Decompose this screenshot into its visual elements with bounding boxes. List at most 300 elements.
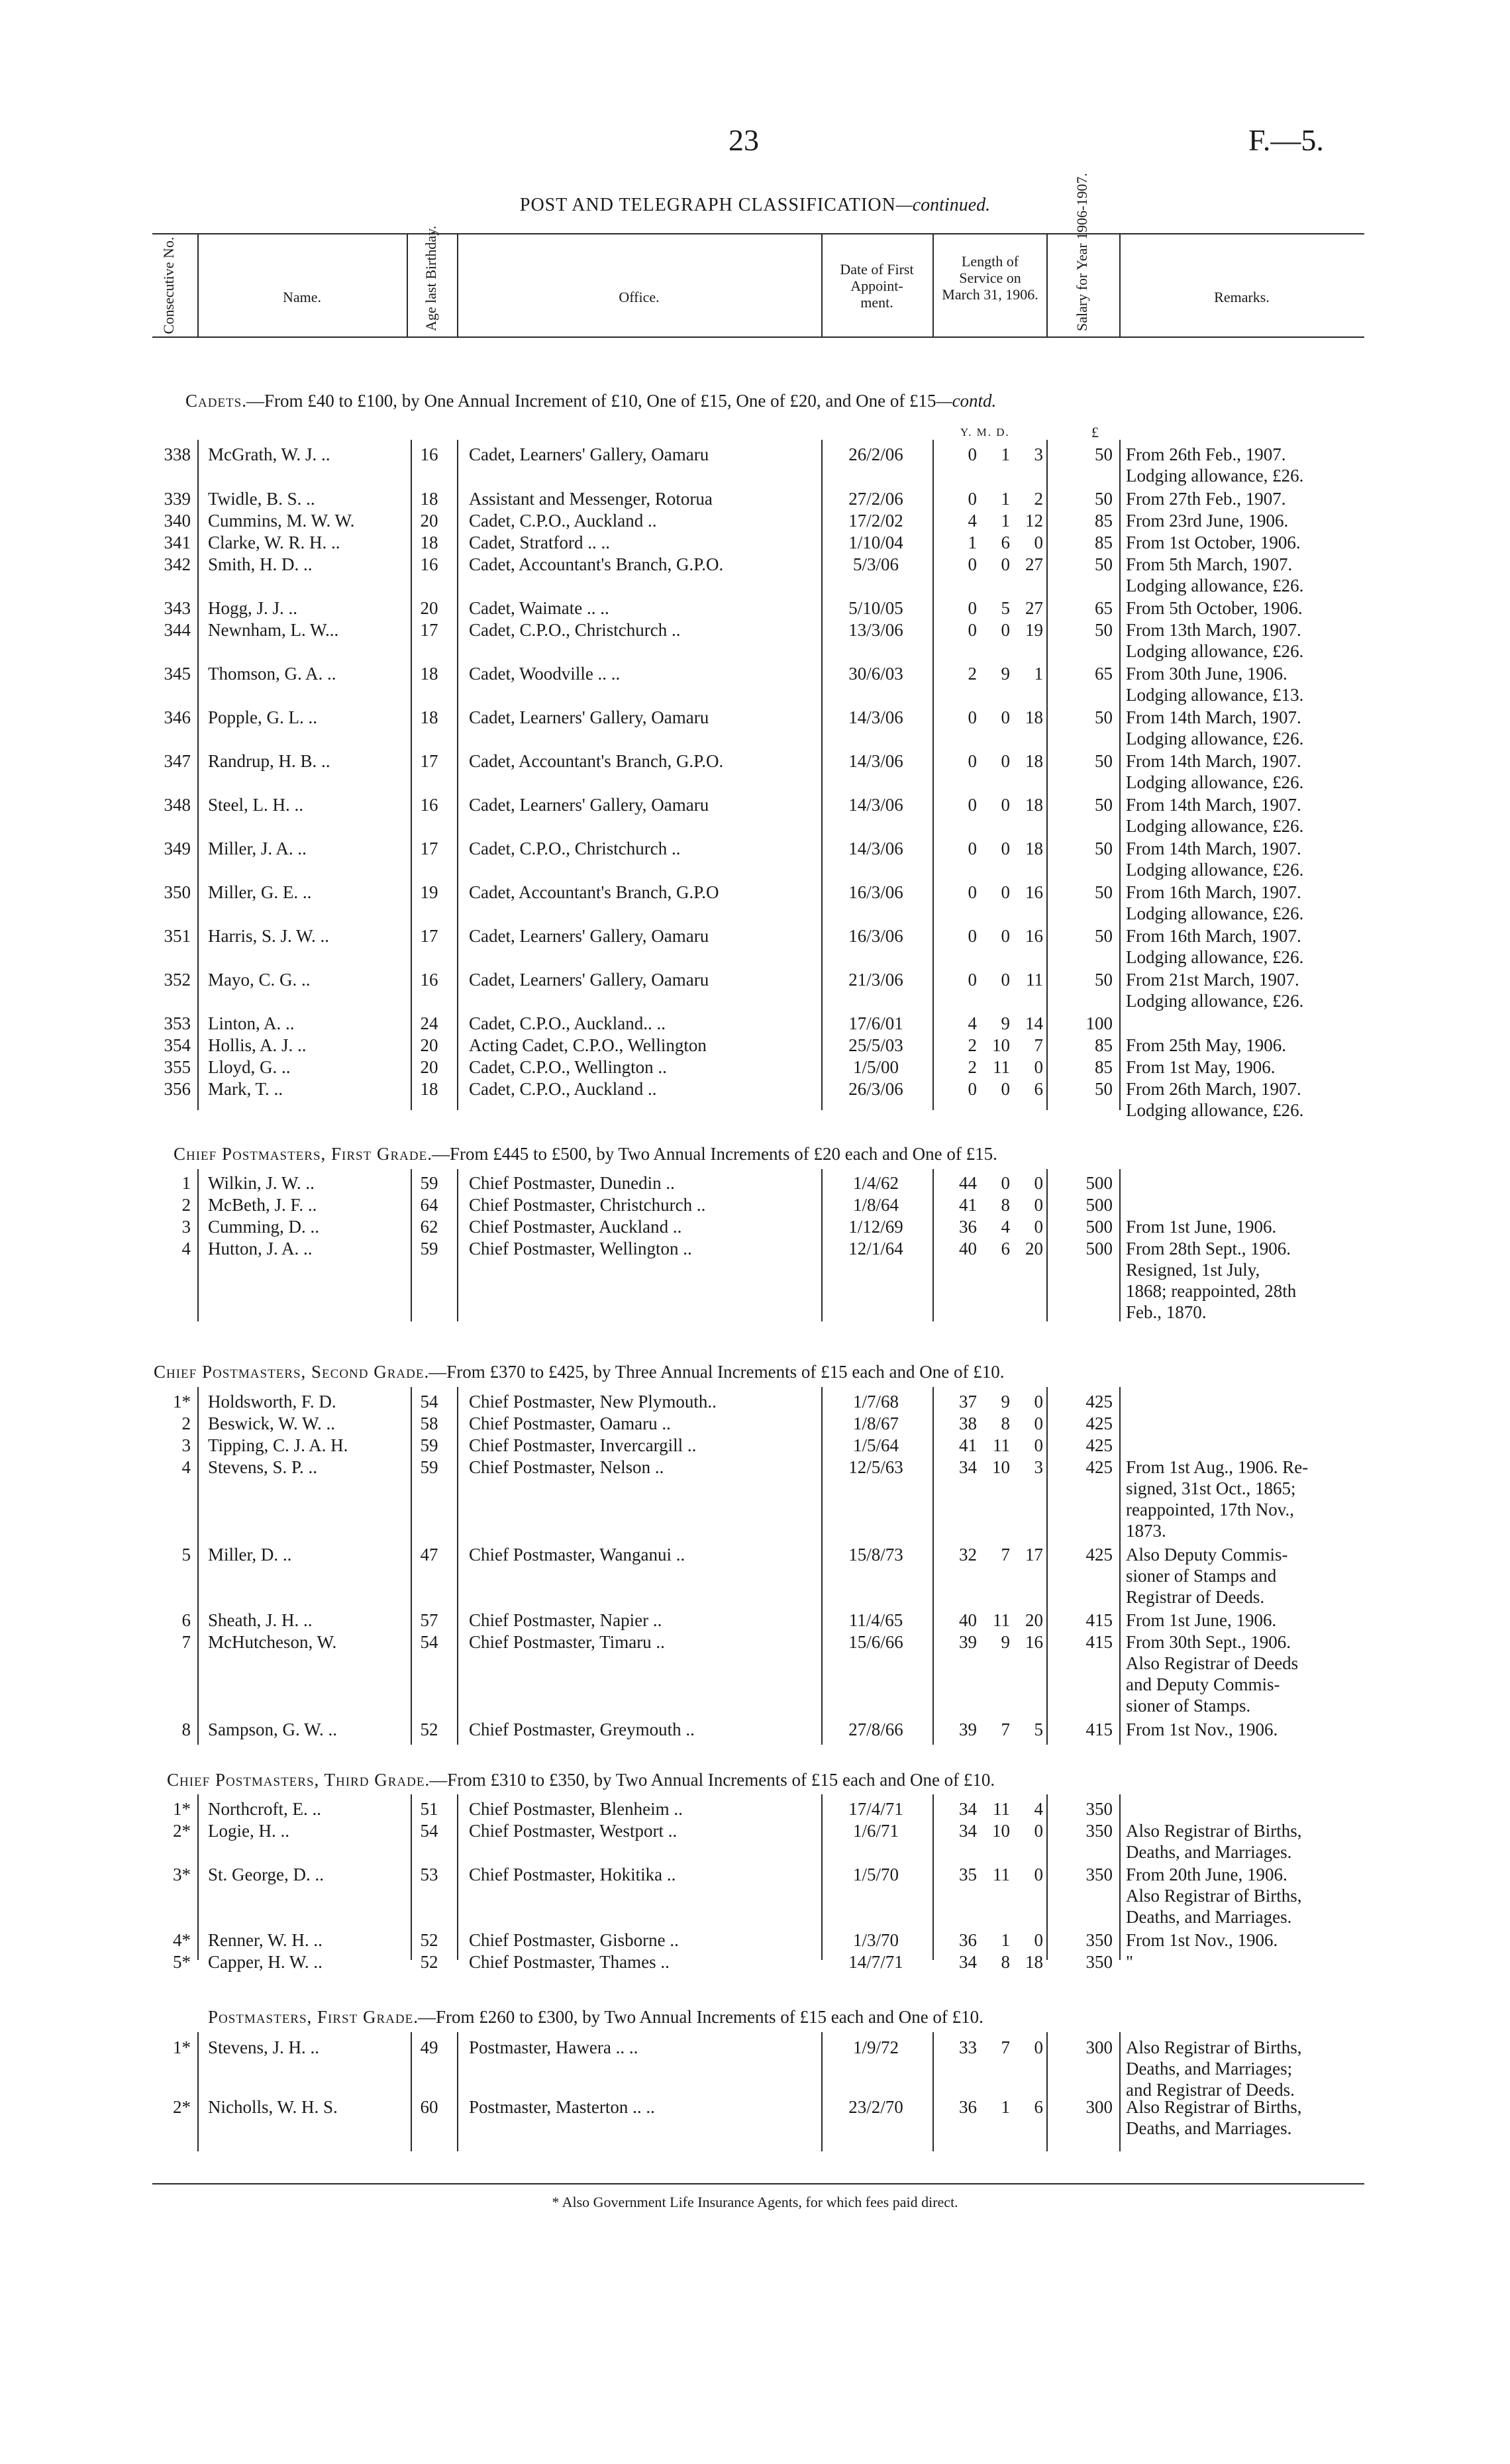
service-years-cell: 1 [968,533,977,552]
service-days-cell: 0 [1034,1413,1043,1433]
consecutive-no-cell: 347 [164,751,191,771]
age-cell: 47 [420,1545,438,1565]
appointment-date-cell: 1/5/00 [852,1057,899,1077]
officer-name-cell: Popple, G. L. .. [208,707,317,727]
consecutive-no-cell: 340 [164,511,191,531]
consecutive-no-cell: 350 [164,882,191,902]
service-years-cell: 0 [968,707,977,727]
remarks-cell: From 14th March, 1907. Lodging allowance, £26. [1126,707,1304,748]
appointment-date-cell: 12/5/63 [848,1457,903,1477]
consecutive-no-cell: 345 [164,664,191,684]
remarks-cell: From 23rd June, 1906. [1126,511,1289,531]
header-divider [1046,233,1048,336]
service-months-cell: 9 [1001,664,1010,684]
officer-name-cell: McGrath, W. J. .. [208,444,330,464]
service-months-cell: 0 [1001,554,1010,574]
consecutive-no-cell: 1 [181,1173,191,1193]
service-days-cell: 0 [1034,2037,1043,2057]
age-cell: 64 [420,1195,438,1215]
age-cell: 20 [420,1057,438,1077]
consecutive-no-cell: 341 [164,533,191,552]
service-months-cell: 7 [1001,1545,1010,1565]
salary-cell: 85 [1095,511,1113,531]
document-code: F.—5. [1248,123,1324,157]
service-months-cell: 1 [1001,489,1010,509]
consecutive-no-cell: 338 [164,444,191,464]
officer-name-cell: Clarke, W. R. H. .. [208,533,340,552]
age-cell: 59 [420,1457,438,1477]
office-cell: Cadet, Waimate .. .. [469,598,609,618]
salary-cell: 85 [1095,533,1113,552]
officer-name-cell: Miller, J. A. .. [208,839,307,858]
salary-cell: 415 [1085,1632,1113,1652]
remarks-cell: From 5th March, 1907. Lodging allowance, £26. [1126,554,1304,595]
appointment-date-cell: 26/2/06 [848,444,903,464]
appointment-date-cell: 11/4/65 [848,1610,903,1630]
officer-name-cell: Holdsworth, F. D. [208,1392,336,1412]
service-months-cell: 10 [992,1457,1010,1477]
age-cell: 19 [420,882,438,902]
office-cell: Chief Postmaster, Christchurch .. [469,1195,706,1215]
office-cell: Cadet, Accountant's Branch, G.P.O. [469,751,724,771]
age-cell: 16 [420,554,438,574]
service-months-cell: 1 [1001,2097,1010,2117]
officer-name-cell: Miller, D. .. [208,1545,292,1565]
age-cell: 59 [420,1173,438,1193]
appointment-date-cell: 16/3/06 [848,926,903,946]
service-months-cell: 10 [992,1035,1010,1055]
consecutive-no-cell: 4 [181,1239,191,1258]
service-years-cell: 44 [959,1173,977,1193]
service-days-cell: 18 [1025,795,1043,815]
salary-cell: 50 [1095,707,1113,727]
header-bottom-rule [152,336,1364,338]
consecutive-no-cell: 3 [181,1217,191,1237]
service-months-cell: 8 [1001,1413,1010,1433]
office-cell: Acting Cadet, C.P.O., Wellington [469,1035,707,1055]
remarks-cell: From 1st June, 1906. [1126,1610,1277,1630]
service-years-cell: 35 [959,1865,977,1884]
page-title [0,195,1510,216]
salary-cell: 500 [1085,1239,1113,1258]
officer-name-cell: Cummins, M. W. W. [208,511,355,531]
service-days-cell: 0 [1034,1217,1043,1237]
officer-name-cell: Hutton, J. A. .. [208,1239,313,1258]
officer-name-cell: Sheath, J. H. .. [208,1610,313,1630]
remarks-cell: From 1st October, 1906. [1126,533,1301,552]
service-days-cell: 17 [1025,1545,1043,1565]
service-months-cell: 11 [993,1610,1010,1630]
remarks-cell: From 1st Aug., 1906. Re- signed, 31st Oct., 1865; reappointed, 17th Nov., 1873. [1126,1457,1309,1541]
appointment-date-cell: 16/3/06 [848,882,903,902]
appointment-date-cell: 14/3/06 [848,839,903,858]
service-years-cell: 2 [968,1035,977,1055]
service-days-cell: 3 [1034,1457,1043,1477]
service-days-cell: 0 [1034,1865,1043,1884]
service-days-cell: 27 [1025,554,1043,574]
age-cell: 20 [420,598,438,618]
appointment-date-cell: 17/4/71 [848,1799,903,1819]
office-cell: Cadet, C.P.O., Christchurch .. [469,620,681,640]
service-days-cell: 4 [1034,1799,1043,1819]
salary-cell: 50 [1095,489,1113,509]
appointment-date-cell: 15/8/73 [848,1545,903,1565]
salary-cell: 100 [1085,1013,1113,1033]
service-years-cell: 0 [968,598,977,618]
appointment-date-cell: 26/3/06 [848,1079,903,1099]
consecutive-no-cell: 342 [164,554,191,574]
service-years-cell: 0 [968,489,977,509]
officer-name-cell: Miller, G. E. .. [208,882,312,902]
officer-name-cell: Stevens, S. P. .. [208,1457,318,1477]
age-cell: 17 [420,751,438,771]
salary-cell: 65 [1095,598,1113,618]
appointment-date-cell: 17/6/01 [848,1013,903,1033]
age-cell: 17 [420,926,438,946]
service-months-cell: 0 [1001,882,1010,902]
officer-name-cell: Harris, S. J. W. .. [208,926,330,946]
remarks-cell: From 1st Nov., 1906. [1126,1930,1278,1950]
age-cell: 18 [420,489,438,509]
consecutive-no-cell: 5 [181,1545,191,1565]
service-years-cell: 0 [968,970,977,990]
age-cell: 62 [420,1217,438,1237]
officer-name-cell: Smith, H. D. .. [208,554,313,574]
service-days-cell: 20 [1025,1610,1043,1630]
officer-name-cell: Sampson, G. W. .. [208,1720,338,1739]
service-days-cell: 2 [1034,489,1043,509]
salary-cell: 50 [1095,795,1113,815]
service-days-cell: 0 [1034,1195,1043,1215]
salary-cell: 65 [1095,664,1113,684]
service-days-cell: 7 [1034,1035,1043,1055]
service-months-cell: 6 [1001,533,1010,552]
officer-name-cell: Stevens, J. H. .. [208,2037,319,2057]
service-years-cell: 0 [968,444,977,464]
age-cell: 24 [420,1013,438,1033]
officer-name-cell: Tipping, C. J. A. H. [208,1435,348,1455]
salary-cell: 50 [1095,751,1113,771]
service-days-cell: 12 [1025,511,1043,531]
age-cell: 18 [420,707,438,727]
officer-name-cell: Logie, H. .. [208,1821,289,1841]
service-months-cell: 0 [1001,970,1010,990]
salary-cell: 425 [1085,1392,1113,1412]
appointment-date-cell: 27/8/66 [848,1720,903,1739]
age-cell: 52 [420,1930,438,1950]
service-months-cell: 9 [1001,1392,1010,1412]
service-days-cell: 16 [1025,926,1043,946]
header-divider [197,233,199,336]
service-days-cell: 0 [1034,1057,1043,1077]
officer-name-cell: St. George, D. .. [208,1865,324,1884]
service-months-cell: 9 [1001,1632,1010,1652]
consecutive-no-cell: 351 [164,926,191,946]
header-top-rule [152,233,1364,234]
age-cell: 51 [420,1799,438,1819]
salary-cell: 50 [1095,1079,1113,1099]
service-days-cell: 14 [1025,1013,1043,1033]
service-days-cell: 18 [1025,751,1043,771]
consecutive-no-cell: 2 [181,1413,191,1433]
service-years-cell: 37 [959,1392,977,1412]
header-remarks: Remarks. [1214,289,1270,305]
officer-name-cell: McBeth, J. F. .. [208,1195,317,1215]
officer-name-cell: Lloyd, G. .. [208,1057,291,1077]
header-length: Length of Service on March 31, 1906. [942,253,1038,303]
service-months-cell: 10 [992,1821,1010,1841]
service-days-cell: 0 [1034,533,1043,552]
consecutive-no-cell: 353 [164,1013,191,1033]
appointment-date-cell: 1/8/64 [852,1195,899,1215]
consecutive-no-cell: 2* [173,2097,191,2117]
consecutive-no-cell: 356 [164,1079,191,1099]
appointment-date-cell: 1/5/70 [852,1865,899,1884]
officer-name-cell: Wilkin, J. W. .. [208,1173,315,1193]
appointment-date-cell: 5/3/06 [852,554,899,574]
service-years-cell: 2 [968,664,977,684]
service-days-cell: 0 [1034,1821,1043,1841]
office-cell: Cadet, Accountant's Branch, G.P.O. [469,554,724,574]
remarks-cell: From 20th June, 1906. Also Registrar of Births, Deaths, and Marriages. [1126,1865,1302,1927]
salary-cell: 415 [1085,1720,1113,1739]
consecutive-no-cell: 1* [173,2037,191,2057]
salary-cell: 425 [1085,1413,1113,1433]
remarks-cell: From 16th March, 1907. Lodging allowance, £26. [1126,882,1304,923]
salary-cell: 300 [1085,2037,1113,2057]
service-years-cell: 0 [968,554,977,574]
office-cell: Chief Postmaster, Wanganui .. [469,1545,685,1565]
service-days-cell: 0 [1034,1392,1043,1412]
consecutive-no-cell: 5* [173,1952,191,1972]
officer-name-cell: McHutcheson, W. [208,1632,337,1652]
officer-name-cell: Mark, T. .. [208,1079,283,1099]
office-cell: Cadet, Accountant's Branch, G.P.O [469,882,719,902]
officer-name-cell: Randrup, H. B. .. [208,751,330,771]
remarks-cell: From 14th March, 1907. Lodging allowance, £26. [1126,751,1304,792]
service-years-cell: 0 [968,795,977,815]
officer-name-cell: Hollis, A. J. .. [208,1035,307,1055]
office-cell: Cadet, Woodville .. .. [469,664,621,684]
appointment-date-cell: 1/3/70 [852,1930,899,1950]
service-days-cell: 0 [1034,1173,1043,1193]
office-cell: Cadet, C.P.O., Christchurch .. [469,839,681,858]
age-cell: 20 [420,1035,438,1055]
consecutive-no-cell: 343 [164,598,191,618]
consecutive-no-cell: 354 [164,1035,191,1055]
office-cell: Chief Postmaster, Timaru .. [469,1632,665,1652]
appointment-date-cell: 12/1/64 [848,1239,903,1258]
service-days-cell: 6 [1034,1079,1043,1099]
remarks-cell: From 27th Feb., 1907. [1126,489,1286,509]
remarks-cell: From 28th Sept., 1906. Resigned, 1st July, 1868; reappointed, 28th Feb., 1870. [1126,1239,1297,1322]
service-months-cell: 7 [1001,1720,1010,1739]
office-cell: Cadet, C.P.O., Auckland .. [469,1079,657,1099]
age-cell: 54 [420,1392,438,1412]
header-divider [457,233,458,336]
remarks-cell: Also Deputy Commis- sioner of Stamps and Registrar of Deeds. [1126,1545,1288,1607]
office-cell: Chief Postmaster, Hokitika .. [469,1865,676,1884]
remarks-cell: From 30th Sept., 1906. Also Registrar of Deeds and Deputy Commis- sioner of Stamps. [1126,1632,1299,1716]
officer-name-cell: Thomson, G. A. .. [208,664,336,684]
service-years-cell: 32 [959,1545,977,1565]
service-years-cell: 36 [959,1217,977,1237]
age-cell: 59 [420,1435,438,1455]
service-years-cell: 0 [968,882,977,902]
office-cell: Postmaster, Masterton .. .. [469,2097,655,2117]
age-cell: 58 [420,1413,438,1433]
consecutive-no-cell: 352 [164,970,191,990]
section-heading-chief-second-grade: Chief Postmasters, Second Grade.—From £370 to £425, by Three Annual Increments of £15 each and One of £10. [154,1362,1005,1382]
appointment-date-cell: 21/3/06 [848,970,903,990]
service-years-cell: 33 [959,2037,977,2057]
service-months-cell: 1 [1001,1930,1010,1950]
appointment-date-cell: 17/2/02 [848,511,903,531]
service-days-cell: 18 [1025,1952,1043,1972]
service-days-cell: 16 [1025,1632,1043,1652]
salary-cell: 50 [1095,554,1113,574]
footnote: * Also Government Life Insurance Agents, for which fees paid direct. [552,2194,958,2210]
remarks-cell: From 26th March, 1907. Lodging allowance, £26. [1126,1079,1304,1120]
header-consecutive-no: Consecutive No. [160,236,177,334]
age-cell: 18 [420,533,438,552]
office-cell: Cadet, Stratford .. .. [469,533,610,552]
salary-cell: 85 [1095,1035,1113,1055]
remarks-cell: Also Registrar of Births, Deaths, and Marriages. [1126,1821,1302,1862]
appointment-date-cell: 14/3/06 [848,751,903,771]
service-months-cell: 0 [1001,839,1010,858]
service-months-cell: 0 [1001,1079,1010,1099]
service-years-cell: 40 [959,1239,977,1258]
consecutive-no-cell: 1* [173,1392,191,1412]
salary-cell: 500 [1085,1173,1113,1193]
service-months-cell: 0 [1001,707,1010,727]
service-years-cell: 41 [959,1435,977,1455]
officer-name-cell: Beswick, W. W. .. [208,1413,336,1433]
remarks-cell: Also Registrar of Births, Deaths, and Marriages. [1126,2097,1302,2138]
service-years-cell: 41 [959,1195,977,1215]
consecutive-no-cell: 2 [181,1195,191,1215]
appointment-date-cell: 5/10/05 [848,598,903,618]
office-cell: Chief Postmaster, Dunedin .. [469,1173,675,1193]
remarks-cell: From 25th May, 1906. [1126,1035,1286,1055]
office-cell: Chief Postmaster, Blenheim .. [469,1799,683,1819]
officer-name-cell: Linton, A. .. [208,1013,295,1033]
age-cell: 20 [420,511,438,531]
officer-name-cell: Twidle, B. S. .. [208,489,315,509]
salary-cell: 350 [1085,1930,1113,1950]
section-heading-cadets: Cadets.—From £40 to £100, by One Annual Increment of £10, One of £15, One of £20, and One of £15—contd. [185,391,997,411]
appointment-date-cell: 1/8/67 [852,1413,899,1433]
service-months-cell: 11 [993,1057,1010,1077]
appointment-date-cell: 1/6/71 [852,1821,899,1841]
remarks-cell: Also Registrar of Births, Deaths, and Marriages; and Registrar of Deeds. [1126,2037,1302,2100]
section-heading-chief-third-grade: Chief Postmasters, Third Grade.—From £310 to £350, by Two Annual Increments of £15 each and One of £10. [167,1770,995,1790]
age-cell: 54 [420,1821,438,1841]
office-cell: Chief Postmaster, Nelson .. [469,1457,664,1477]
appointment-date-cell: 14/3/06 [848,795,903,815]
appointment-date-cell: 30/6/03 [848,664,903,684]
header-divider [407,233,408,336]
age-cell: 52 [420,1952,438,1972]
header-date: Date of First Appoint-ment. [840,261,914,311]
consecutive-no-cell: 7 [181,1632,191,1652]
appointment-date-cell: 25/5/03 [848,1035,903,1055]
salary-cell: 50 [1095,620,1113,640]
office-cell: Cadet, C.P.O., Wellington .. [469,1057,667,1077]
office-cell: Chief Postmaster, Greymouth .. [469,1720,695,1739]
age-cell: 16 [420,444,438,464]
appointment-date-cell: 13/3/06 [848,620,903,640]
salary-cell: 50 [1095,882,1113,902]
consecutive-no-cell: 6 [181,1610,191,1630]
age-cell: 16 [420,795,438,815]
office-cell: Cadet, Learners' Gallery, Oamaru [469,707,709,727]
age-cell: 17 [420,839,438,858]
remarks-cell: From 26th Feb., 1907. Lodging allowance, £26. [1126,444,1304,486]
appointment-date-cell: 27/2/06 [848,489,903,509]
salary-cell: 85 [1095,1057,1113,1077]
service-years-cell: 0 [968,751,977,771]
service-years-cell: 4 [968,511,977,531]
office-cell: Chief Postmaster, New Plymouth.. [469,1392,717,1412]
salary-cell: 500 [1085,1217,1113,1237]
salary-cell: 50 [1095,926,1113,946]
service-months-cell: 1 [1001,511,1010,531]
service-days-cell: 0 [1034,1930,1043,1950]
consecutive-no-cell: 3* [173,1865,191,1884]
service-years-cell: 2 [968,1057,977,1077]
header-salary: Salary for Year 1906-1907. [1074,173,1090,331]
footnote-rule [152,2183,1364,2184]
remarks-cell: From 14th March, 1907. Lodging allowance, £26. [1126,839,1304,880]
service-months-cell: 11 [993,1865,1010,1884]
remarks-cell: From 13th March, 1907. Lodging allowance, £26. [1126,620,1304,661]
appointment-date-cell: 15/6/66 [848,1632,903,1652]
service-years-cell: 34 [959,1457,977,1477]
salary-cell: 350 [1085,1865,1113,1884]
service-months-cell: 0 [1001,1173,1010,1193]
header-divider [932,233,934,336]
remarks-cell: From 30th June, 1906. Lodging allowance, £13. [1126,664,1304,705]
office-cell: Cadet, C.P.O., Auckland.. .. [469,1013,666,1033]
salary-cell: 425 [1085,1435,1113,1455]
service-months-cell: 11 [993,1435,1010,1455]
service-months-cell: 0 [1001,620,1010,640]
salary-cell: 300 [1085,2097,1113,2117]
title-continued: —continued. [895,195,991,215]
consecutive-no-cell: 4* [173,1930,191,1950]
appointment-date-cell: 1/4/62 [852,1173,899,1193]
service-days-cell: 18 [1025,839,1043,858]
appointment-date-cell: 23/2/70 [848,2097,903,2117]
consecutive-no-cell: 348 [164,795,191,815]
service-years-cell: 36 [959,1930,977,1950]
appointment-date-cell: 1/10/04 [848,533,903,552]
salary-cell: 50 [1095,444,1113,464]
service-years-cell: 4 [968,1013,977,1033]
salary-unit-header: £ [1091,424,1100,440]
service-years-cell: 34 [959,1952,977,1972]
appointment-date-cell: 1/5/64 [852,1435,899,1455]
salary-cell: 350 [1085,1952,1113,1972]
age-cell: 18 [420,1079,438,1099]
service-years-cell: 38 [959,1413,977,1433]
salary-cell: 50 [1095,839,1113,858]
office-cell: Chief Postmaster, Auckland .. [469,1217,682,1237]
office-cell: Cadet, Learners' Gallery, Oamaru [469,926,709,946]
consecutive-no-cell: 4 [181,1457,191,1477]
